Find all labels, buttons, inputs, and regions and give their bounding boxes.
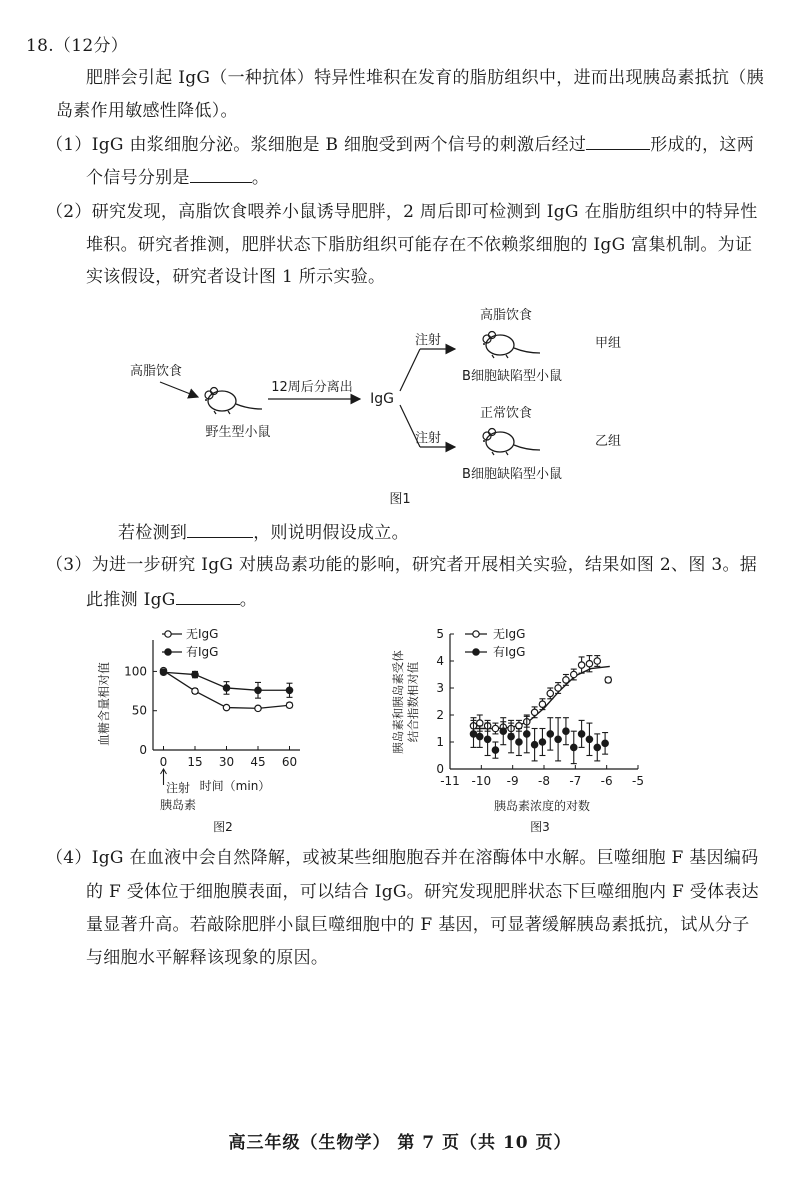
q4-line-2: 的 F 受体位于细胞膜表面，可以结合 IgG。研究发现肥胖状态下巨噬细胞内 F 受体表达: [86, 882, 759, 902]
fig3-point: [571, 671, 577, 677]
fig2-ylabel: 血糖含量相对值: [97, 661, 111, 747]
fig3-point: [547, 690, 553, 696]
fig2-point: [255, 687, 261, 693]
fig2-point: [286, 687, 292, 693]
fig1-inject-bottom: 注射: [414, 431, 442, 446]
q4-line-1: （4）IgG 在血液中会自然降解，或被某些细胞胞吞并在溶酶体中水解。巨噬细胞 F 基因编码: [46, 848, 759, 868]
fig2-y-tick-label: 0: [139, 743, 147, 757]
fig2-legend-marker-1: [165, 649, 171, 655]
fig2-x-tick-label: 30: [218, 755, 235, 769]
fig2-legend-label-0: 无IgG: [186, 627, 219, 641]
fig3-x-tick-label: -5: [632, 774, 644, 788]
q1-text-a: （1）IgG 由浆细胞分泌。浆细胞是 B 细胞受到两个信号的刺激后经过: [46, 135, 587, 155]
figure-3-chart: [390, 622, 655, 837]
fig1-top-mouse-icon: [483, 332, 540, 359]
figure-1-diagram: [0, 295, 800, 515]
question-number: 18.（12分）: [26, 36, 129, 56]
fig2-point: [192, 688, 198, 694]
fig3-point: [563, 677, 569, 683]
fig3-x-tick-label: -8: [538, 774, 550, 788]
fig1-branch-top: [400, 349, 420, 391]
fig1-center-igg: IgG: [370, 391, 394, 407]
fig3-xlabel: 胰岛素浓度的对数: [493, 799, 591, 813]
fig2-caption: 图2: [213, 820, 233, 834]
fig2-point: [223, 685, 229, 691]
intro-line-2: 岛素作用敏感性降低）。: [56, 101, 238, 121]
q3-line-2: [86, 586, 257, 612]
fig3-point: [470, 731, 476, 737]
q1-text-b: 形成的，这两: [650, 135, 755, 155]
q2-text-d: 若检测到: [118, 523, 188, 543]
fig3-ylabel-2: 结合指数相对值: [406, 661, 420, 743]
fig1-inject-top: 注射: [414, 333, 442, 348]
fig3-legend-marker-0: [473, 631, 479, 637]
fig3-point: [492, 725, 498, 731]
fig2-x-tick-label: 45: [250, 755, 266, 769]
fig3-x-tick-label: -7: [569, 774, 582, 788]
fig1-bottom-mouse-icon: [483, 429, 540, 456]
fig2-point: [160, 669, 166, 675]
q3-text-b: 此推测 IgG: [86, 590, 176, 610]
q1-text-d: 。: [251, 168, 270, 188]
fig3-point: [500, 728, 506, 734]
fig3-point: [555, 736, 561, 742]
fig2-x-tick-label: 15: [187, 755, 203, 769]
fig1-caption: 图1: [389, 492, 411, 507]
fig1-left-mouse: 野生型小鼠: [205, 425, 271, 440]
fig3-point: [578, 731, 584, 737]
fig3-x-tick-label: -10: [471, 774, 492, 788]
fig1-top-diet: 高脂饮食: [479, 308, 533, 323]
fig2-x-tick-label: 60: [281, 755, 298, 769]
fig1-top-mouse: B细胞缺陷型小鼠: [462, 369, 562, 384]
q2-line-2: 堆积。研究者推测，肥胖状态下脂肪组织可能存在不依赖浆细胞的 IgG 富集机制。为证: [86, 235, 753, 255]
fig2-annotation-2: 胰岛素: [159, 798, 197, 812]
fig3-x-tick-label: -6: [600, 774, 613, 788]
fig3-point: [492, 747, 498, 753]
fig1-bottom-diet: 正常饮食: [479, 406, 533, 421]
fig3-point: [531, 709, 537, 715]
fig3-y-tick-label: 3: [436, 681, 444, 695]
fig1-left-diet: 高脂饮食: [129, 364, 183, 379]
figure-2-chart: [90, 622, 320, 837]
fig3-x-tick-label: -11: [440, 774, 460, 788]
intro-line-1: 肥胖会引起 IgG（一种抗体）特异性堆积在发育的脂肪组织中，进而出现胰岛素抵抗（胰: [86, 68, 764, 88]
fig3-point: [539, 739, 545, 745]
q2-line-3: 实该假设，研究者设计图 1 所示实验。: [86, 267, 386, 287]
q1-line-2: [86, 164, 269, 190]
fig3-point: [524, 731, 530, 737]
fig2-legend-marker-0: [165, 631, 171, 637]
fig2-point: [192, 671, 198, 677]
fig3-point: [555, 685, 561, 691]
fig3-point: [586, 661, 592, 667]
q2-text-e: ，则说明假设成立。: [253, 523, 409, 543]
fig3-x-tick-label: -9: [506, 774, 519, 788]
fig2-y-tick-label: 50: [131, 703, 147, 718]
fig1-arrow-label: 12周后分离出: [271, 380, 353, 395]
fig3-point: [547, 731, 553, 737]
fig3-point: [578, 662, 584, 668]
fig2-annotation-1: 注射: [165, 781, 191, 795]
fig3-point: [586, 736, 592, 742]
fig1-wild-mouse-icon: [205, 388, 262, 415]
fig3-point: [484, 736, 490, 742]
q2-line-4: [118, 519, 409, 545]
q3-text-c: 。: [239, 590, 257, 610]
fig2-x-tick-label: 0: [159, 755, 168, 769]
fig3-point: [531, 742, 537, 748]
q1-line-1: [46, 131, 754, 157]
page-footer: 高三年级（生物学） 第 7 页（共 10 页）: [228, 1133, 572, 1153]
fig3-point: [605, 677, 611, 683]
fig3-y-tick-label: 5: [436, 627, 444, 641]
fig3-legend-label-0: 无IgG: [493, 627, 526, 641]
fig2-point: [223, 704, 229, 710]
fig2-point: [286, 702, 292, 708]
fig1-bottom-group: 乙组: [594, 434, 622, 449]
fig3-ylabel-1: 胰岛素和胰岛素受体: [391, 650, 405, 754]
fig3-point: [571, 744, 577, 750]
q1-blank-2[interactable]: [190, 164, 252, 183]
fig1-bottom-mouse: B细胞缺陷型小鼠: [462, 467, 562, 482]
fig3-plot-area: [436, 627, 644, 788]
fig1-diet-arrow: [160, 382, 198, 397]
fig2-point: [255, 705, 261, 711]
fig2-legend-label-1: 有IgG: [186, 645, 219, 659]
fig3-legend-marker-1: [473, 649, 479, 655]
fig3-point: [477, 733, 483, 739]
q3-line-1: （3）为进一步研究 IgG 对胰岛素功能的影响，研究者开展相关实验，结果如图 2、图 3。据: [46, 555, 758, 575]
fig3-caption: 图3: [530, 820, 550, 834]
q4-line-3: 量显著升高。若敲除肥胖小鼠巨噬细胞中的 F 基因，可显著缓解胰岛素抵抗，试从分子: [86, 915, 750, 935]
fig2-xlabel: 时间（min）: [199, 779, 271, 793]
fig3-point: [539, 701, 545, 707]
fig3-fit-curve-0: [472, 666, 610, 728]
fig3-y-tick-label: 2: [436, 708, 444, 722]
fig3-y-tick-label: 4: [436, 654, 444, 668]
fig2-y-tick-label: 100: [124, 664, 147, 679]
fig3-point: [563, 728, 569, 734]
fig3-y-tick-label: 0: [436, 762, 444, 776]
fig3-point: [602, 740, 608, 746]
fig3-y-tick-label: 1: [436, 735, 444, 749]
fig3-point: [594, 744, 600, 750]
fig3-legend-label-1: 有IgG: [493, 645, 526, 659]
q2-blank[interactable]: [187, 519, 253, 538]
q4-line-4: 与细胞水平解释该现象的原因。: [86, 948, 329, 968]
fig3-point: [594, 658, 600, 664]
fig3-point: [516, 739, 522, 745]
fig1-top-group: 甲组: [594, 336, 622, 351]
fig2-plot-area: [124, 627, 300, 785]
q1-blank-1[interactable]: [586, 131, 650, 150]
q3-blank[interactable]: [176, 586, 240, 605]
q1-text-c: 个信号分别是: [86, 168, 190, 188]
q2-line-1: （2）研究发现，高脂饮食喂养小鼠诱导肥胖，2 周后即可检测到 IgG 在脂肪组织中的特异性: [46, 202, 758, 222]
fig3-point: [508, 733, 514, 739]
